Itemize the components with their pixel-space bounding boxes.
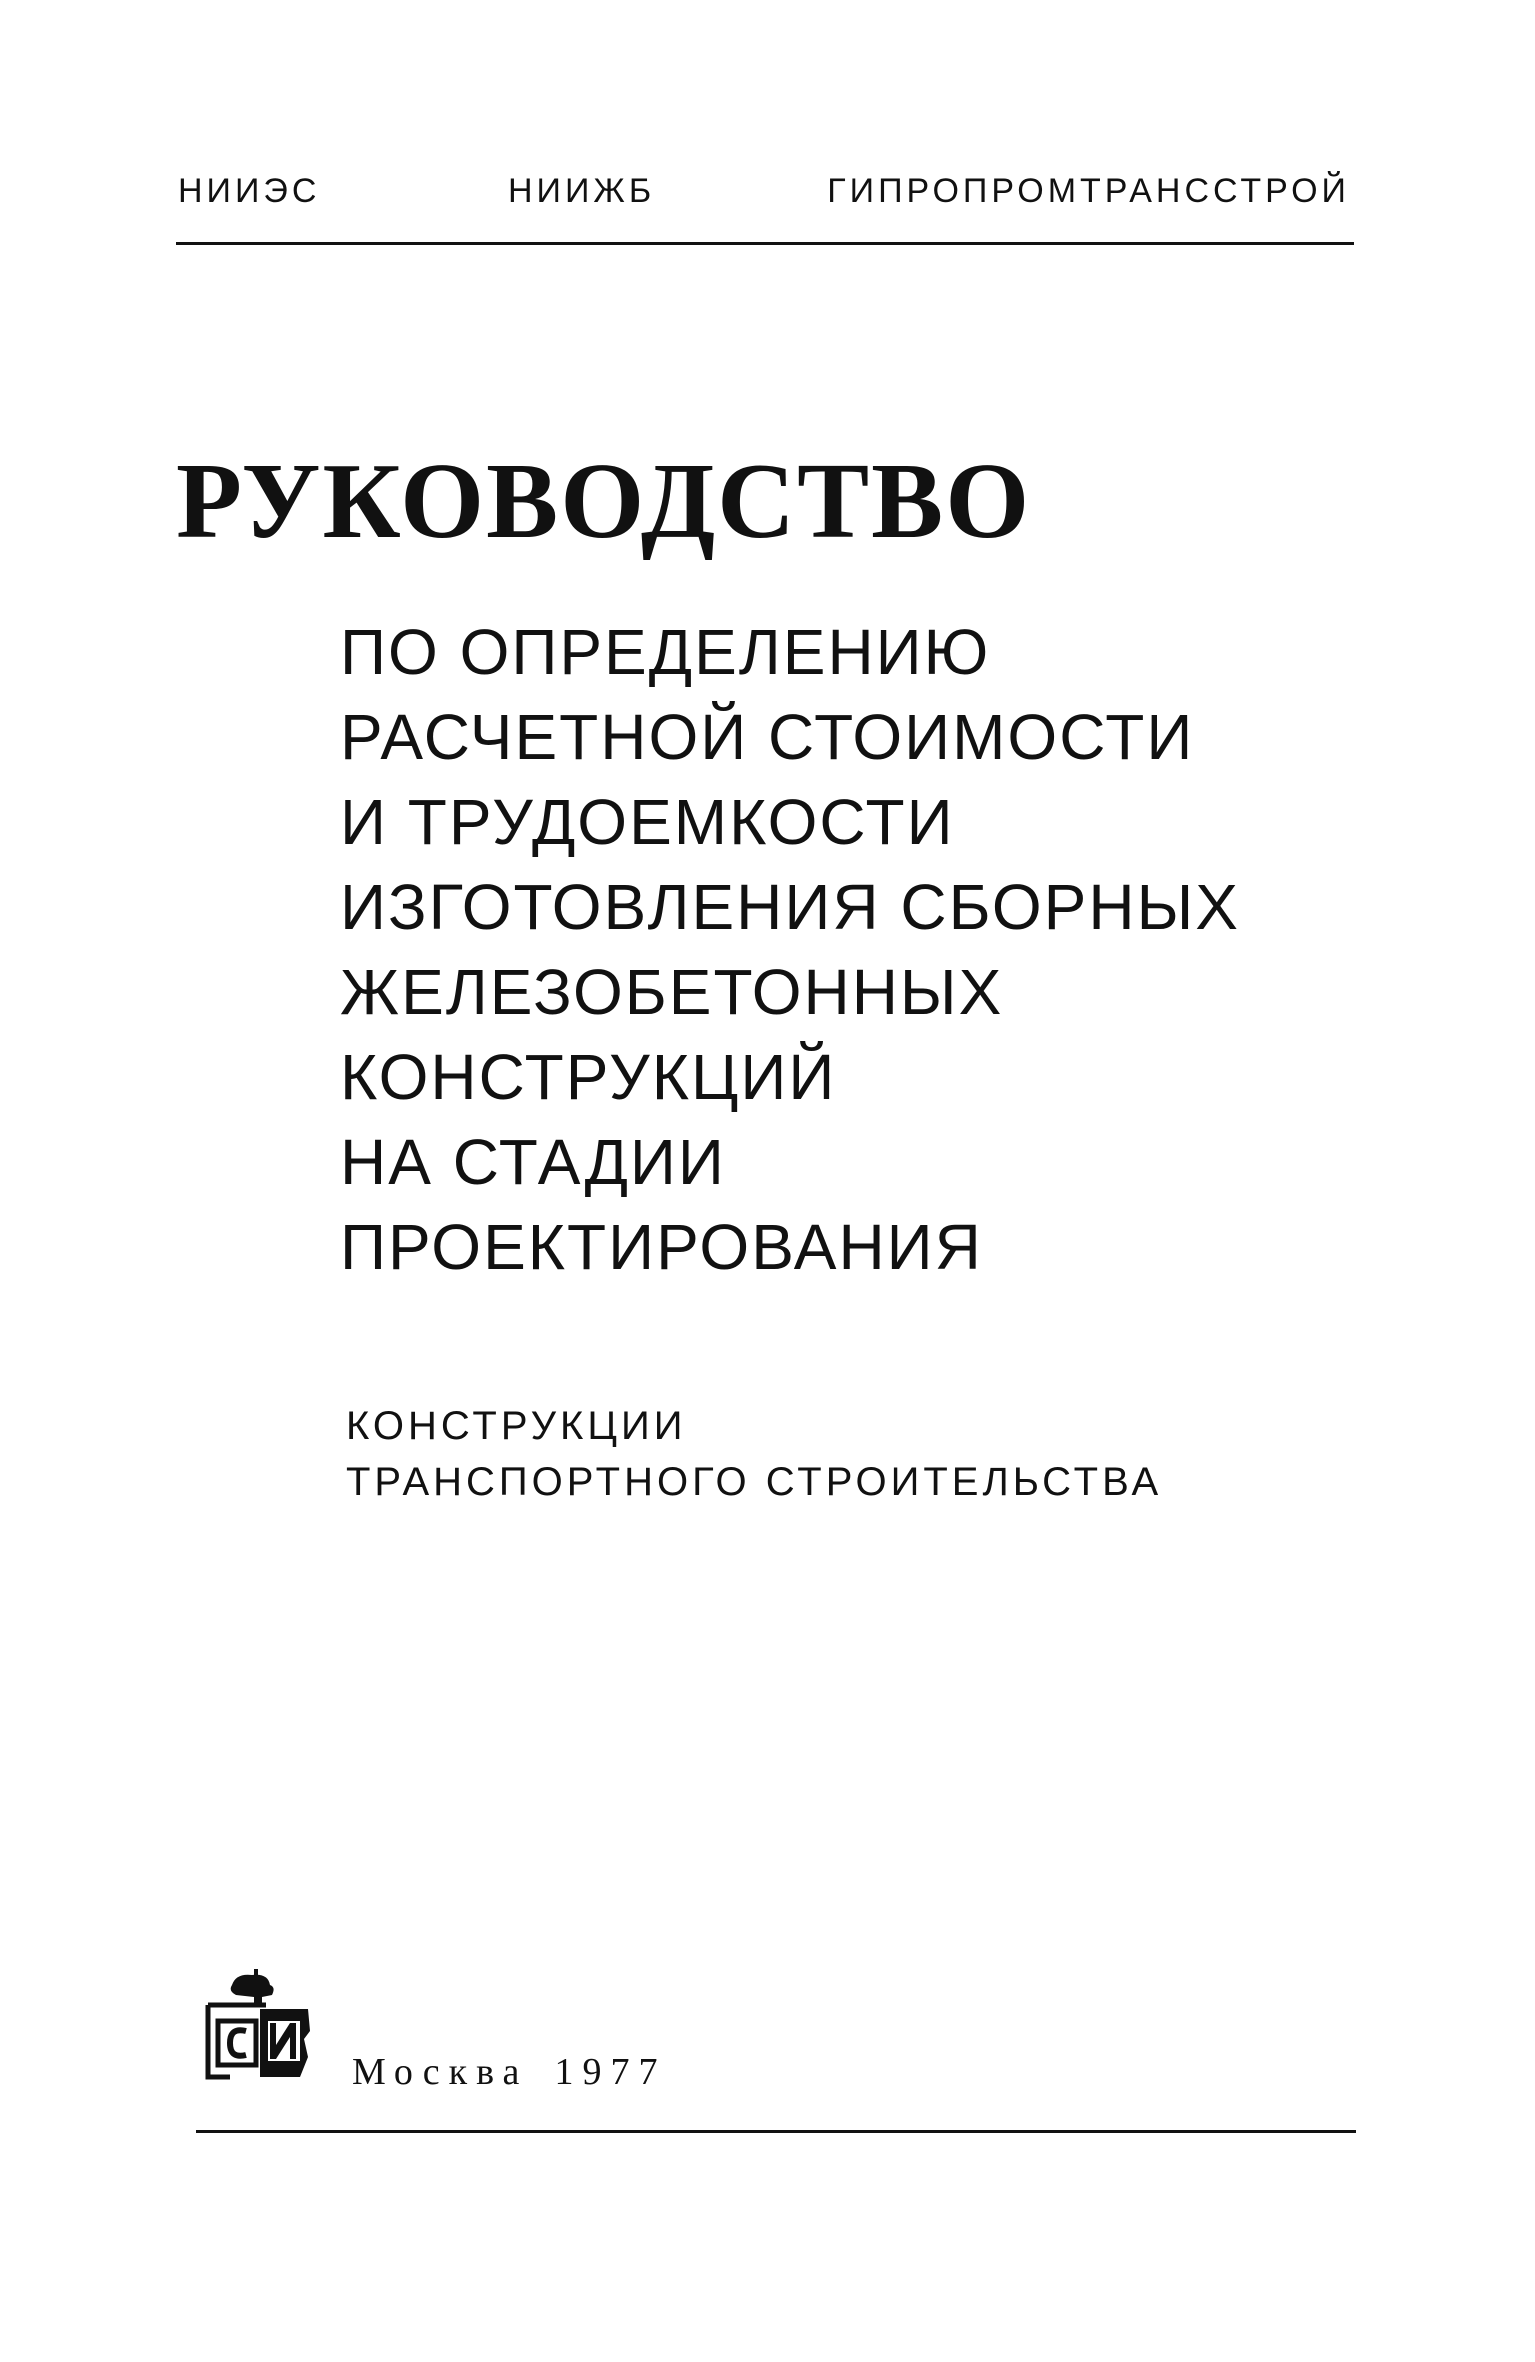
subtitle-line: НА СТАДИИ bbox=[340, 1126, 726, 1198]
subtitle-line: КОНСТРУКЦИЙ bbox=[340, 1041, 837, 1113]
imprint bbox=[352, 2050, 666, 2094]
bottom-divider bbox=[196, 2130, 1356, 2133]
subtitle-line: РАСЧЕТНОЙ СТОИМОСТИ bbox=[340, 701, 1195, 773]
subtitle-line: ПО ОПРЕДЕЛЕНИЮ bbox=[340, 616, 991, 688]
logo-letters: СИ bbox=[196, 1965, 198, 1966]
subtitle-line: ЖЕЛЕЗОБЕТОННЫХ bbox=[340, 956, 1004, 1028]
header-organizations bbox=[178, 172, 1350, 222]
document-subtitle bbox=[340, 610, 1240, 1290]
publisher-logo-icon bbox=[196, 1965, 312, 2087]
series-line: КОНСТРУКЦИИ bbox=[346, 1404, 687, 1448]
subtitle-line: И ТРУДОЕМКОСТИ bbox=[340, 786, 955, 858]
document-title: РУКОВОДСТВО bbox=[176, 442, 1032, 561]
series-line: ТРАНСПОРТНОГО СТРОИТЕЛЬСТВА bbox=[346, 1460, 1163, 1504]
subtitle-line: ИЗГОТОВЛЕНИЯ СБОРНЫХ bbox=[340, 871, 1240, 943]
org-niizhb: НИИЖБ bbox=[508, 172, 656, 210]
org-niies: НИИЭС bbox=[178, 172, 321, 210]
series-title bbox=[346, 1398, 1162, 1510]
imprint-city: Москва bbox=[352, 2051, 529, 2093]
imprint-year: 1977 bbox=[554, 2051, 667, 2093]
top-divider bbox=[176, 242, 1354, 245]
org-gipropromtransstroy: ГИПРОПРОМТРАНССТРОЙ bbox=[827, 172, 1350, 210]
subtitle-line: ПРОЕКТИРОВАНИЯ bbox=[340, 1211, 983, 1283]
